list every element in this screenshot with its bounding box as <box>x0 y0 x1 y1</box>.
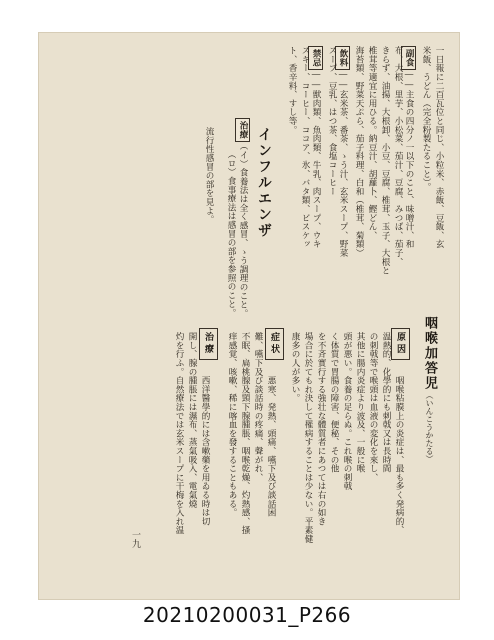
cause-line-3: の刺戟等で喉頭は血液の変化を來し、 <box>368 332 378 482</box>
treatment-line-2: 開し、腺の腫脹には濕布、蒸氣吸入、電氣燒 <box>187 332 197 508</box>
cause-line-4: 其他に腸内炎症より波及、一般に喉 <box>355 332 365 473</box>
kinki-text: ――獣肉類、魚肉類、牛乳、肉スープ、ウキ <box>311 69 321 249</box>
symptom-line-3: 不眠、扁桃腺及頸下腺腫脹、咽喉乾燥、灼熱感、搔 <box>240 332 250 535</box>
inryo-label: 飲料 <box>335 46 350 70</box>
influenza-treatment-box: 治療 <box>235 118 250 142</box>
upper-text-line-11: スープ、豆乳、はつ茶、食塩コーヒー <box>327 46 337 196</box>
kinki-label: 禁忌 <box>308 46 323 70</box>
upper-text-line-14: スキー、コーヒー、ココア、氷、バタ類、ビスケッ <box>300 46 310 249</box>
symptom-line-1: 悪寒、発熱、頭痛、嚥下及び談話困 <box>266 376 276 517</box>
document-page <box>38 32 460 600</box>
treatment-line-3: 灼を行ふ。自然療法では玄米スープに干梅を入れ温 <box>174 332 184 535</box>
symptom-line-4: 痒感覚、咳嗽、稀に喀血を發することもある。 <box>227 332 237 517</box>
influenza-item-i-text: 食養法は全く感冒、ゝう調理のこと。 <box>238 168 248 318</box>
fukushoku-text: ――主食の四分ノ一以下のこと、味噌汁、和 <box>404 69 414 249</box>
upper-subhead-fukushoku <box>401 46 416 248</box>
cause-line-5: 頭が悪い。食養の足らぬ。これ喉の刺戟 <box>342 332 352 491</box>
upper-text-line-1: 一日報に二百瓦位と同じ、小粒米、赤飯、豆飯、玄 <box>434 46 444 249</box>
influenza-item-ro: （ロ） <box>226 150 236 177</box>
influenza-line-1 <box>235 118 250 318</box>
fukushoku-label: 副食 <box>401 46 416 70</box>
cause-line-8: 場合に於てもれ決して罹病することは少ない。平素健 <box>303 332 313 544</box>
cause-line-1: 咽喉粘膜上の炎症は、最も多く発病的、 <box>394 376 404 535</box>
influenza-line-2 <box>225 150 236 317</box>
upper-text-line-2: 米飯、うどん（完全粉製たること）。 <box>421 46 431 192</box>
influenza-title: インフルエンザ <box>256 127 272 239</box>
pharyngitis-title-reading: （いんこうかたる） <box>425 391 434 463</box>
treatment-line-1: 西洋醫學的には含嗽藥を用ゐる時は切 <box>200 376 210 526</box>
influenza-item-i: （イ） <box>238 141 248 169</box>
influenza-see-also: 流行性感冒の部を見よ。 <box>204 127 214 224</box>
cause-line-7: を不斉實行する強壮な體質者にあつては右の如き <box>316 332 326 526</box>
upper-text-line-8: 海苔類、野菜天ぷら、茄子料理、白和（椎茸、菊類） <box>354 46 364 258</box>
upper-text-line-15: ト、香辛料、すし等。 <box>287 46 297 134</box>
upper-text-line-5: 布、大根、里芋、小松菜、茄汁、豆腐、みつば、茄子、 <box>393 46 403 266</box>
pharyngitis-title <box>420 316 439 463</box>
cause-line-9: 康多の人が多い。 <box>290 332 300 403</box>
symptom-box: 症状 <box>265 328 284 360</box>
cause-line-2: 温熱的、化學的にも刺戟又は長時間 <box>381 332 391 473</box>
cause-box: 原因 <box>391 328 410 360</box>
upper-text-line-7: 椎茸等適宜に用ひる。納豆汁、胡蘿卜、鰹どん、 <box>367 46 377 240</box>
image-caption: 20210200031_P266 <box>142 603 352 627</box>
symptom-line-2: 難、嚥下及び談話時の疼痛、聲がれ、 <box>253 332 263 482</box>
cause-line-6: く体質で胃腸の障害、便秘、その他 <box>329 332 339 473</box>
upper-subhead-kinki <box>308 46 323 248</box>
inryo-text: ――玄米茶、番茶、ゝう汁、玄米スープ、野菜 <box>338 69 348 258</box>
upper-text-line-6: きらず、油揚、大根卸、小豆、豆腐、椎茸、玉子、大根と <box>380 46 390 275</box>
page-number: 一九 <box>130 530 140 548</box>
upper-subhead-inryo <box>335 46 350 257</box>
treatment-box: 治療 <box>199 328 218 360</box>
pharyngitis-title-text: 咽喉加答児 <box>422 316 437 391</box>
influenza-item-ro-text: 食事療法は感冒の部を参照のこと。 <box>226 176 236 318</box>
